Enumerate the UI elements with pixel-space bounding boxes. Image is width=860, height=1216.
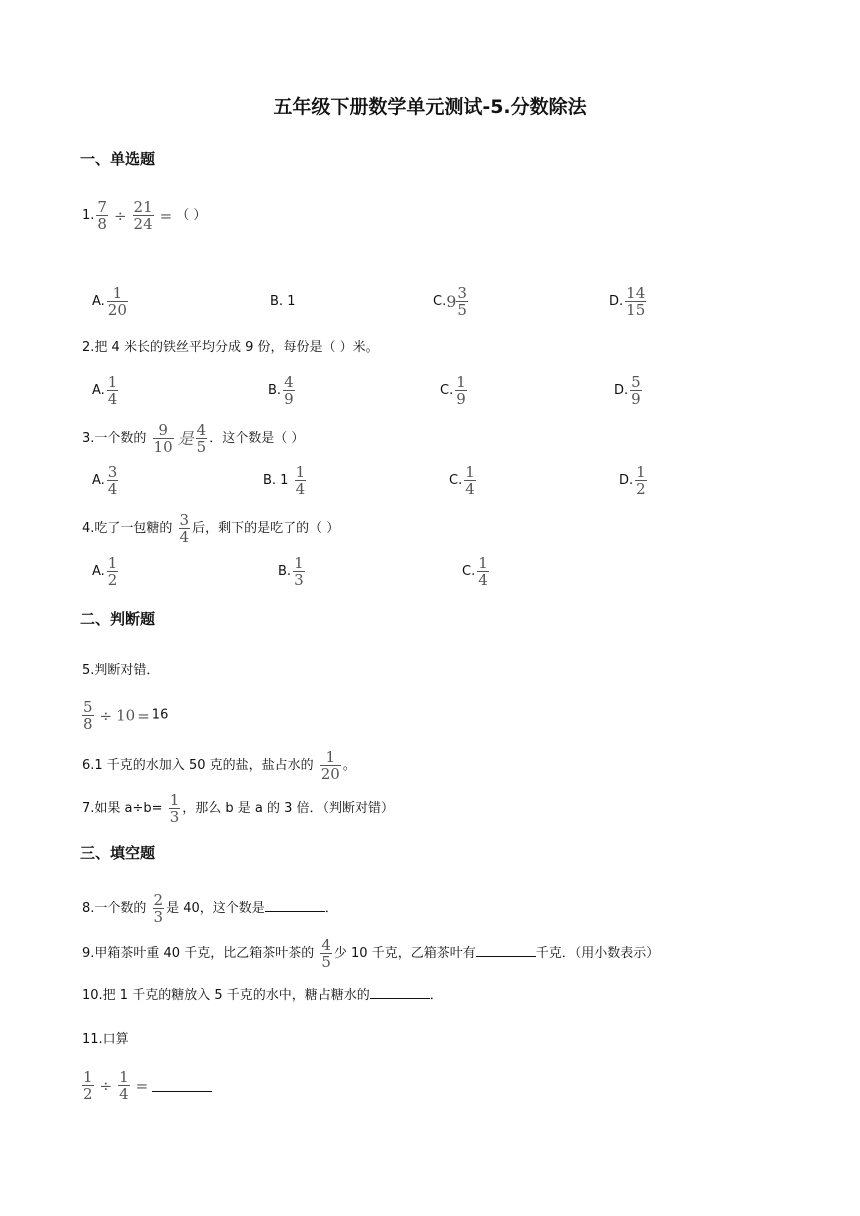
question-2: 2.把 4 米长的铁丝平均分成 9 份，每份是（ ）米。 [82, 340, 379, 355]
q3-option-c[interactable]: C. $\frac{1}{4}$ [449, 463, 475, 498]
fraction: $\frac{1}{4}$ [295, 463, 306, 498]
equals-sign: = [159, 206, 173, 225]
fraction: $\frac{5}{9}$ [631, 373, 641, 408]
fraction: $\frac{1}{2}$ [636, 463, 646, 498]
question-number: 1. [82, 208, 95, 223]
fraction: $\frac{1}{2}$ [107, 554, 118, 589]
question-6: 6.1 千克的水加入 50 克的盐，盐占水的 $\frac{1}{20}$ 。 [82, 748, 356, 783]
mixed-number: 9 $\frac{3}{5}$ [446, 284, 467, 319]
equals-sign: = [135, 1076, 149, 1095]
fraction: $\frac{1}{20}$ [320, 748, 340, 783]
is-character: 是 [177, 428, 194, 448]
answer-parentheses: （ ） [176, 208, 207, 223]
q1-option-d[interactable]: D. $\frac{14}{15}$ [609, 284, 646, 319]
question-4: 4.吃了一包糖的 $\frac{3}{4}$ 后，剩下的是吃了的（ ） [82, 511, 340, 546]
divide-sign: ÷ [99, 1076, 113, 1095]
question-9: 9.甲箱茶叶重 40 千克，比乙箱茶叶茶的 $\frac{4}{5}$ 少 10 千克，乙箱茶叶有 千克．（用小数表示） [82, 936, 660, 971]
fraction: $\frac{4}{9}$ [284, 373, 294, 408]
fraction: $\frac{1}{4}$ [465, 463, 475, 498]
fraction: $\frac{9}{10}$ [153, 421, 173, 456]
q3-option-d[interactable]: D. $\frac{1}{2}$ [619, 463, 646, 498]
section-heading-fill-blank: 三、填空题 [80, 844, 156, 862]
section-heading-true-false: 二、判断题 [80, 610, 156, 628]
fraction: $\frac{3}{4}$ [179, 511, 190, 546]
fraction: $\frac{1}{4}$ [478, 554, 488, 589]
fraction: $\frac{5}{8}$ [83, 698, 93, 733]
fraction: $\frac{7}{8}$ [97, 198, 107, 233]
q5-result: 16 [151, 707, 169, 723]
equals-sign: = [137, 706, 150, 725]
q5-expression: $\frac{5}{8}$ ÷ 10 = 16 [83, 698, 169, 733]
question-5: 5.判断对错． [82, 663, 160, 678]
fraction: $\frac{1}{2}$ [83, 1068, 93, 1103]
q1-option-a[interactable]: A. $\frac{1}{20}$ [92, 284, 127, 319]
fraction: $\frac{21}{24}$ [133, 198, 153, 233]
fraction: $\frac{1}{9}$ [456, 373, 466, 408]
q2-option-c[interactable]: C. $\frac{1}{9}$ [440, 373, 466, 408]
q1-option-b[interactable]: B. 1 [270, 294, 296, 309]
question-8: 8.一个数的 $\frac{2}{3}$ 是 40，这个数是 ． [82, 891, 338, 926]
q11-expression [80, 1070, 212, 1101]
fraction: $\frac{3}{4}$ [107, 463, 118, 498]
question-3: 3.一个数的 $\frac{9}{10}$ 是 $\frac{4}{5}$ ．这个数是（ ） [82, 421, 305, 456]
fraction: $\frac{1}{4}$ [107, 373, 118, 408]
fraction: $\frac{1}{4}$ [119, 1068, 129, 1103]
answer-blank[interactable] [370, 986, 430, 999]
question-7: 7.如果 a÷b= $\frac{1}{3}$ ，那么 b 是 a 的 3 倍．（判断对错） [82, 791, 395, 826]
q2-option-a[interactable]: A. $\frac{1}{4}$ [92, 373, 118, 408]
q4-option-c[interactable]: C. $\frac{1}{4}$ [462, 554, 488, 589]
fraction: $\frac{1}{3}$ [169, 791, 180, 826]
q3-option-a[interactable]: A. $\frac{3}{4}$ [92, 463, 118, 498]
page-title: 五年级下册数学单元测试-5.分数除法 [273, 96, 587, 118]
answer-blank[interactable] [265, 899, 325, 912]
q1-option-c[interactable]: C. 9 $\frac{3}{5}$ [433, 286, 470, 317]
fraction: $\frac{4}{5}$ [321, 936, 331, 971]
q2-option-b[interactable]: B. $\frac{4}{9}$ [268, 373, 294, 408]
question-1 [82, 200, 206, 231]
divide-sign: ÷ [99, 706, 113, 725]
fraction: $\frac{1}{20}$ [107, 284, 127, 319]
fraction: $\frac{2}{3}$ [153, 891, 164, 926]
question-11: 11.口算 [82, 1032, 129, 1047]
answer-blank[interactable] [476, 944, 536, 957]
answer-blank[interactable] [152, 1079, 212, 1092]
question-10: 10.把 1 千克的糖放入 5 千克的水中，糖占糖水的 ． [82, 988, 443, 1003]
q4-option-a[interactable]: A. $\frac{1}{2}$ [92, 554, 118, 589]
q2-option-d[interactable]: D. $\frac{5}{9}$ [614, 373, 641, 408]
fraction: $\frac{14}{15}$ [626, 284, 646, 319]
fraction: $\frac{1}{3}$ [294, 554, 304, 589]
fraction: $\frac{4}{5}$ [196, 421, 207, 456]
q4-option-b[interactable]: B. $\frac{1}{3}$ [278, 554, 304, 589]
divide-sign: ÷ [113, 206, 127, 225]
section-heading-single-choice: 一、单选题 [80, 150, 156, 168]
q3-option-b[interactable]: B. 1 $\frac{1}{4}$ [263, 463, 306, 498]
